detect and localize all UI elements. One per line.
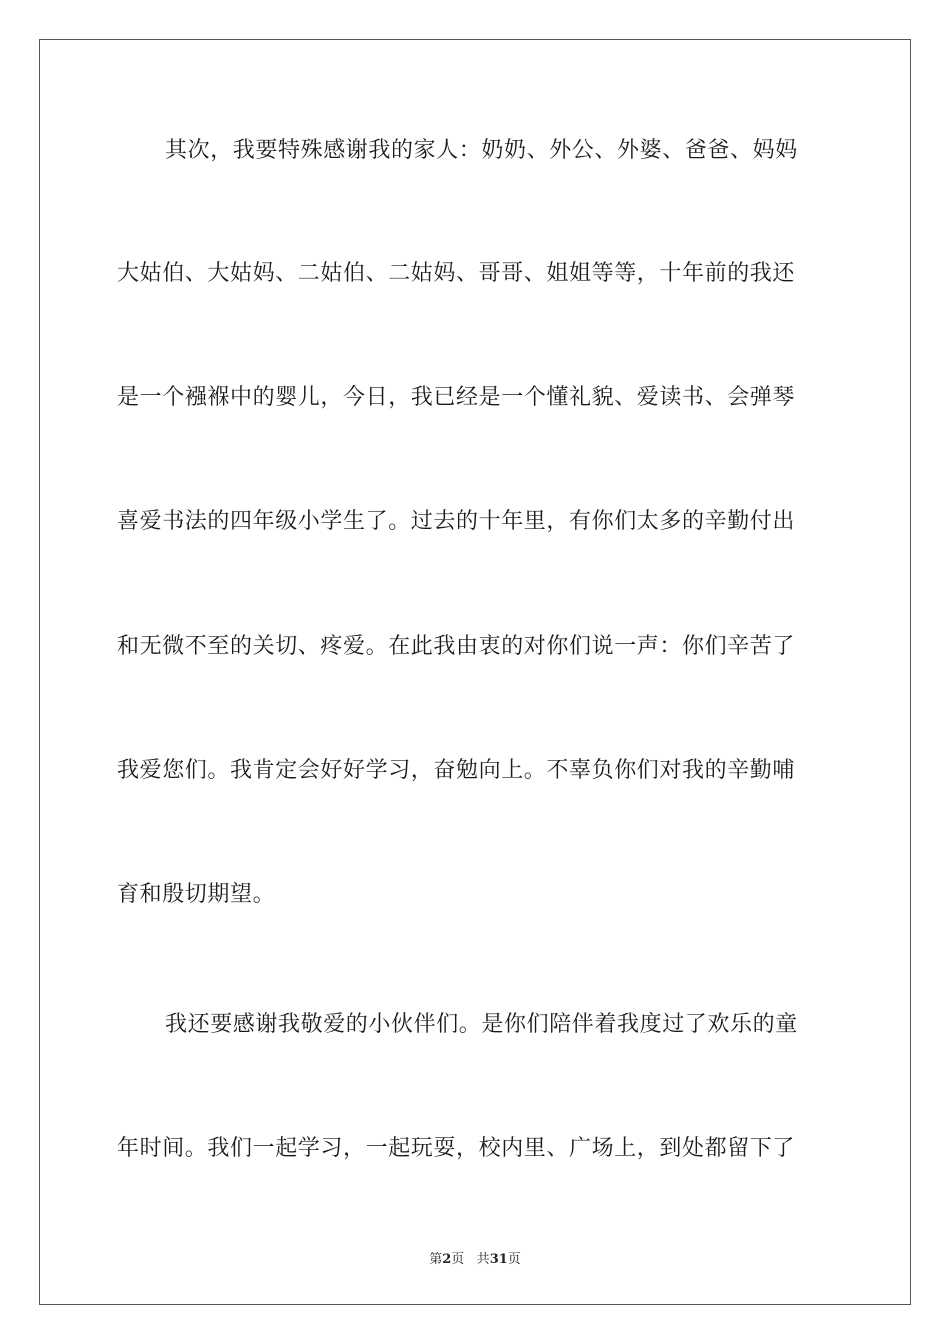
paragraph-line: 我还要感谢我敬爱的小伙伴们。是你们陪伴着我度过了欢乐的童: [165, 1012, 798, 1037]
footer-page-prefix: 第: [429, 1252, 443, 1267]
paragraph-line: 我爱您们。我肯定会好好学习，奋勉向上。不辜负你们对我的辛勤哺: [117, 758, 796, 783]
paragraph-line: 喜爱书法的四年级小学生了。过去的十年里，有你们太多的辛勤付出: [117, 509, 796, 534]
footer-total-prefix: 共: [476, 1252, 490, 1267]
paragraph-line: 大姑伯、大姑妈、二姑伯、二姑妈、哥哥、姐姐等等，十年前的我还: [117, 261, 796, 286]
footer-total-suffix: 页: [507, 1252, 521, 1267]
footer-page-number: 2: [442, 1252, 452, 1267]
paragraph-line: 育和殷切期望。: [117, 882, 276, 907]
footer-total-pages: 31: [489, 1252, 508, 1267]
footer-page-suffix: 页: [451, 1252, 465, 1267]
paragraph-line: 其次，我要特殊感谢我的家人：奶奶、外公、外婆、爸爸、妈妈: [165, 138, 798, 163]
paragraph-line: 年时间。我们一起学习，一起玩耍，校内里、广场上，到处都留下了: [117, 1136, 796, 1161]
paragraph-line: 是一个襁褓中的婴儿，今日，我已经是一个懂礼貌、爱读书、会弹琴: [117, 385, 796, 410]
page-border: [39, 39, 911, 1305]
paragraph-line: 和无微不至的关切、疼爱。在此我由衷的对你们说一声：你们辛苦了: [117, 634, 796, 659]
page-footer: [0, 1248, 950, 1267]
